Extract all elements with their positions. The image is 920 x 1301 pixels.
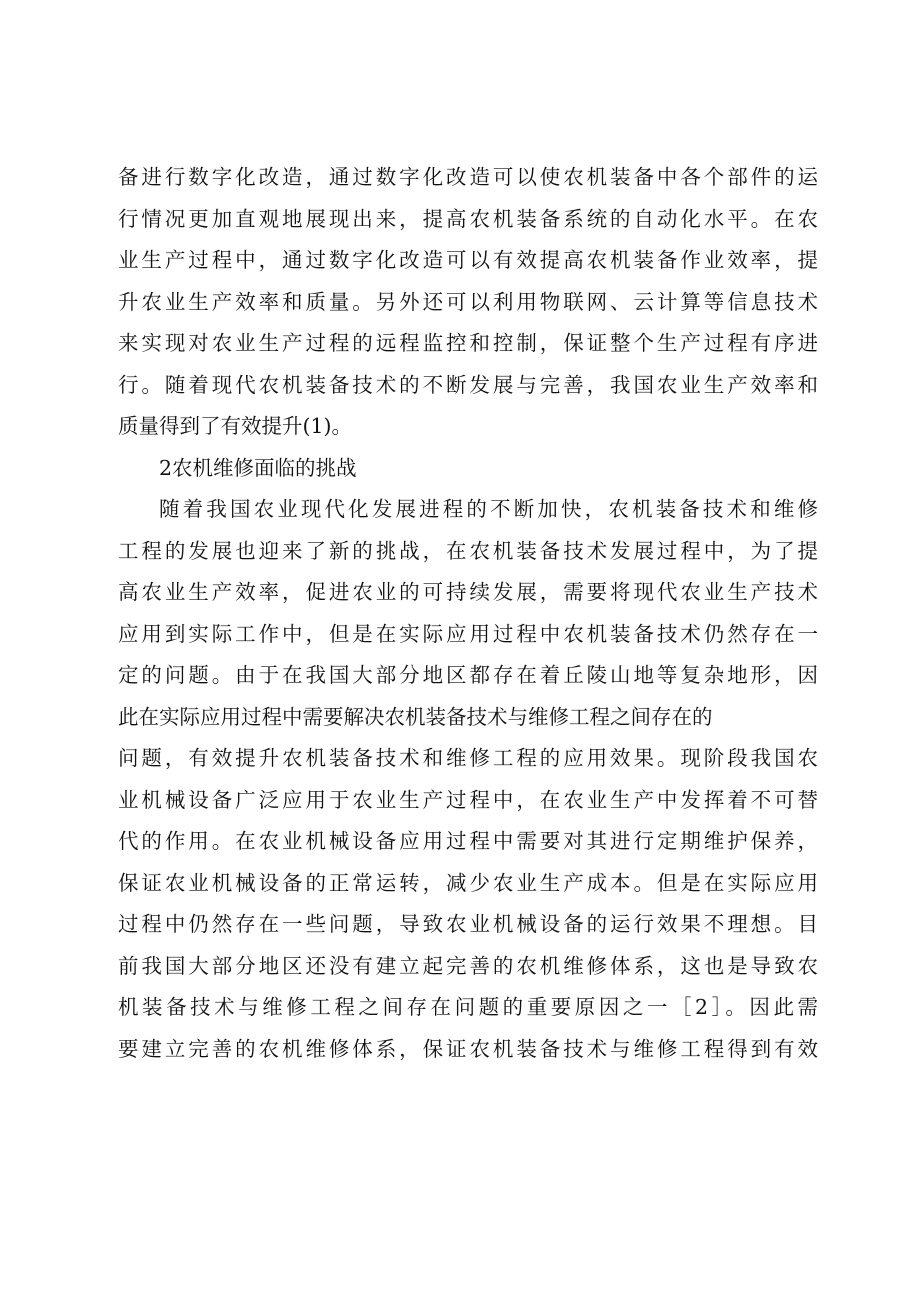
text-line: 来实现对农业生产过程的远程监控和控制，保证整个生产过程有序进 bbox=[118, 331, 818, 355]
text-line: 行情况更加直观地展现出来，提高农机装备系统的自动化水平。在农 bbox=[118, 206, 818, 231]
text-line: 业生产过程中，通过数字化改造可以有效提高农机装备作业效率，提 bbox=[118, 248, 818, 272]
text-line: 定的问题。由于在我国大部分地区都存在着丘陵山地等复杂地形，因 bbox=[118, 663, 818, 687]
section-heading: 2农机维修面临的挑战 bbox=[159, 455, 357, 480]
text-line: 升农业生产效率和质量。另外还可以利用物联网、云计算等信息技术 bbox=[118, 289, 818, 314]
text-line: 过程中仍然存在一些问题，导致农业机械设备的运行效果不理想。目 bbox=[118, 912, 818, 936]
text-line: 前我国大部分地区还没有建立起完善的农机维修体系，这也是导致农 bbox=[118, 953, 818, 978]
text-line: 随着我国农业现代化发展进程的不断加快，农机装备技术和维修 bbox=[159, 497, 818, 521]
text-line: 行。随着现代农机装备技术的不断发展与完善，我国农业生产效率和 bbox=[118, 372, 818, 397]
text-line: 机装备技术与维修工程之间存在问题的重要原因之一［2］。因此需 bbox=[118, 995, 818, 1019]
text-line: 保证农业机械设备的正常运转，减少农业生产成本。但是在实际应用 bbox=[118, 870, 818, 895]
text-line: 代的作用。在农业机械设备应用过程中需要对其进行定期维护保养， bbox=[118, 829, 818, 853]
text-line: 问题，有效提升农机装备技术和维修工程的应用效果。现阶段我国农 bbox=[118, 746, 818, 770]
text-line: 此在实际应用过程中需要解决农机装备技术与维修工程之间存在的 bbox=[118, 704, 713, 729]
text-line: 要建立完善的农机维修体系，保证农机装备技术与维修工程得到有效 bbox=[118, 1036, 818, 1061]
text-line: 质量得到了有效提升(1)。 bbox=[118, 414, 353, 438]
text-line: 业机械设备广泛应用于农业生产过程中，在农业生产中发挥着不可替 bbox=[118, 787, 818, 812]
text-line: 工程的发展也迎来了新的挑战，在农机装备技术发展过程中，为了提 bbox=[118, 538, 818, 563]
text-line: 应用到实际工作中，但是在实际应用过程中农机装备技术仍然存在一 bbox=[118, 621, 818, 646]
text-line: 高农业生产效率，促进农业的可持续发展，需要将现代农业生产技术 bbox=[118, 580, 818, 604]
text-line: 备进行数字化改造，通过数字化改造可以使农机装备中各个部件的运 bbox=[118, 165, 818, 189]
body-text bbox=[118, 157, 818, 1070]
